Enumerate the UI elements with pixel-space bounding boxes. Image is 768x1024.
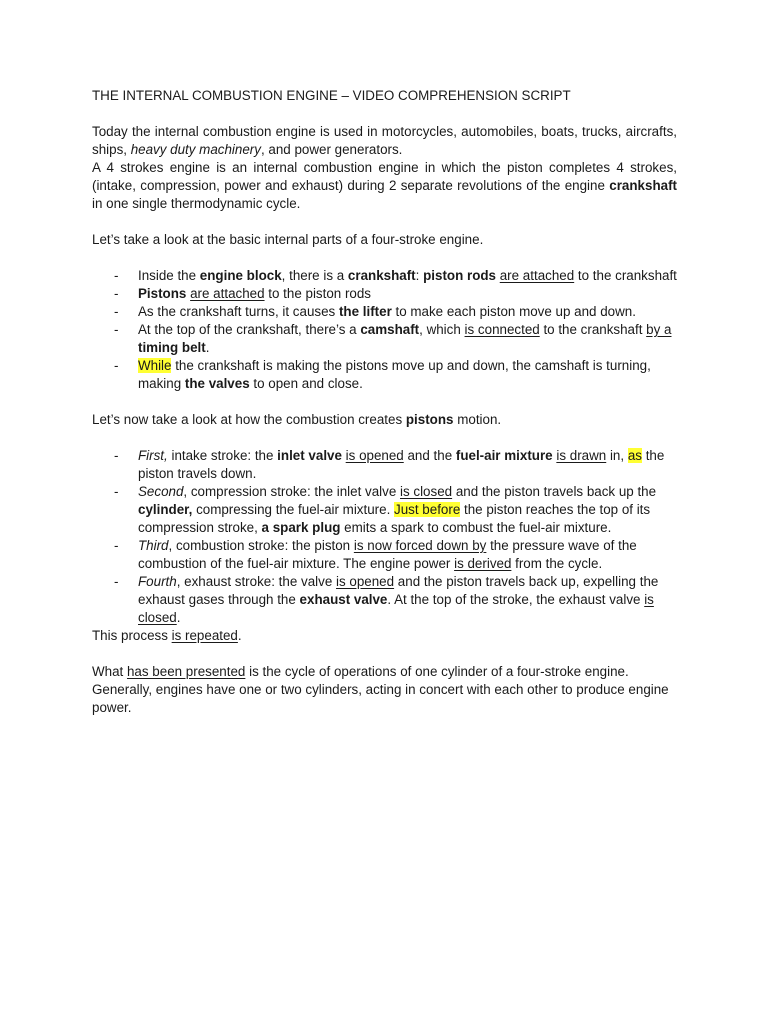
underlined-verb: are attached [190, 286, 265, 301]
text-run: . [205, 340, 210, 355]
text-run: : [415, 268, 424, 283]
text-run: the piston travels down. [138, 448, 665, 481]
bold-term: pistons [405, 412, 454, 427]
highlighted-text: as [627, 448, 642, 463]
list-item [92, 285, 677, 303]
text-run: motion. [453, 412, 502, 427]
text-run: compressing the fuel-air mixture. [192, 502, 395, 517]
bold-term: the lifter [338, 304, 392, 319]
emphasis-text: heavy duty machinery [130, 142, 261, 157]
text-run: to open and close. [249, 376, 363, 391]
underlined-verb: is now forced down by [353, 538, 487, 553]
text-run: As the crankshaft turns, it causes [138, 304, 339, 319]
bold-term: cylinder, [138, 502, 193, 517]
underlined-verb: by a [646, 322, 672, 337]
combustion-intro [92, 411, 677, 429]
underlined-verb: are attached [499, 268, 575, 283]
list-item [92, 483, 677, 537]
list-item [92, 573, 677, 627]
text-run: , there is a [281, 268, 348, 283]
text-run: What [92, 664, 127, 679]
emphasis-text: Fourth [138, 574, 177, 589]
text-run: to the crankshaft [539, 322, 647, 337]
bold-term: engine block [199, 268, 282, 283]
text-run: , exhaust stroke: the valve [176, 574, 336, 589]
text-run: and the [403, 448, 456, 463]
underlined-verb: is repeated [171, 628, 238, 643]
emphasis-text: First, [138, 448, 168, 463]
text-run: , which [419, 322, 465, 337]
list-item [92, 357, 677, 393]
bold-term: timing belt [138, 340, 206, 355]
intro-paragraph-2 [92, 159, 677, 213]
bold-term: Pistons [138, 286, 187, 301]
underlined-verb: is drawn [556, 448, 607, 463]
strokes-list [92, 447, 677, 627]
bold-term: the valves [184, 376, 250, 391]
parts-list [92, 267, 677, 393]
text-run: the pressure wave of the combustion of the fuel-air mixture. The engine power [138, 538, 637, 571]
text-run: . At the top of the stroke, the exhaust valve [387, 592, 645, 607]
highlighted-text: While [138, 358, 172, 373]
underlined-verb: is opened [345, 448, 404, 463]
text-run: is the cycle of operations of one cylinder of a four-stroke engine. Generally, engines have one or two cylinders, acting in concert with each other to produce engine power. [92, 664, 669, 715]
parts-intro: Let’s take a look at the basic internal parts of a four-stroke engine. [92, 232, 484, 247]
text-run: . [237, 628, 242, 643]
list-item [92, 537, 677, 573]
bold-term: crankshaft [347, 268, 416, 283]
text-run: Inside the [138, 268, 200, 283]
closing-paragraph [92, 663, 677, 717]
text-run: to the piston rods [264, 286, 372, 301]
text-run: from the cycle. [511, 556, 603, 571]
document-body [92, 87, 677, 717]
text-run: . [176, 610, 181, 625]
list-item [92, 321, 677, 357]
bold-term: inlet valve [277, 448, 342, 463]
underlined-verb: is closed [138, 592, 654, 625]
text-run: and the piston travels back up the [452, 484, 657, 499]
text-run: emits a spark to combust the fuel-air mixture. [340, 520, 612, 535]
text-run: to make each piston move up and down. [391, 304, 636, 319]
text-run: to the crankshaft [574, 268, 677, 283]
list-item [92, 303, 677, 321]
text-run: and the piston travels back up, expelling the exhaust gases through the [138, 574, 659, 607]
text-run: in one single thermodynamic cycle. [92, 196, 301, 211]
highlighted-text: Just before [394, 502, 461, 517]
text-run: At the top of the crankshaft, there’s a [138, 322, 361, 337]
text-run: Today the internal combustion engine is used in motorcycles, automobiles, boats, trucks, aircrafts, ships, [92, 124, 677, 157]
underlined-verb: is derived [454, 556, 512, 571]
bold-term: fuel-air mixture [455, 448, 553, 463]
text-run: in, [606, 448, 628, 463]
underlined-verb: is connected [464, 322, 540, 337]
text-run: This process [92, 628, 172, 643]
list-item [92, 267, 677, 285]
list-item [92, 447, 677, 483]
text-run: , and power generators. [260, 142, 403, 157]
bold-term: camshaft [360, 322, 420, 337]
underlined-verb: is opened [336, 574, 395, 589]
text-run: , combustion stroke: the piston [168, 538, 354, 553]
bold-term: a spark plug [261, 520, 341, 535]
text-run: intake stroke: the [167, 448, 278, 463]
bold-term: exhaust valve [299, 592, 388, 607]
repeat-line [92, 627, 677, 645]
text-run: , compression stroke: the inlet valve [183, 484, 400, 499]
text-run: Let’s now take a look at how the combustion creates [92, 412, 406, 427]
document-title: THE INTERNAL COMBUSTION ENGINE – VIDEO COMPREHENSION SCRIPT [92, 88, 571, 103]
intro-paragraph-1 [92, 123, 677, 159]
underlined-verb: is closed [400, 484, 453, 499]
bold-term: piston rods [423, 268, 496, 283]
text-run: the piston reaches the top of its compression stroke, [138, 502, 651, 535]
emphasis-text: Third [138, 538, 169, 553]
bold-term: crankshaft [609, 178, 677, 193]
text-run: the crankshaft is making the pistons move up and down, the camshaft is turning, making [138, 358, 651, 391]
text-run: A 4 strokes engine is an internal combustion engine in which the piston completes 4 strokes, (intake, compression, power and exhaust) during 2 separate revolutions of the engine [92, 160, 677, 193]
underlined-verb: has been presented [126, 664, 246, 679]
emphasis-text: Second [138, 484, 184, 499]
